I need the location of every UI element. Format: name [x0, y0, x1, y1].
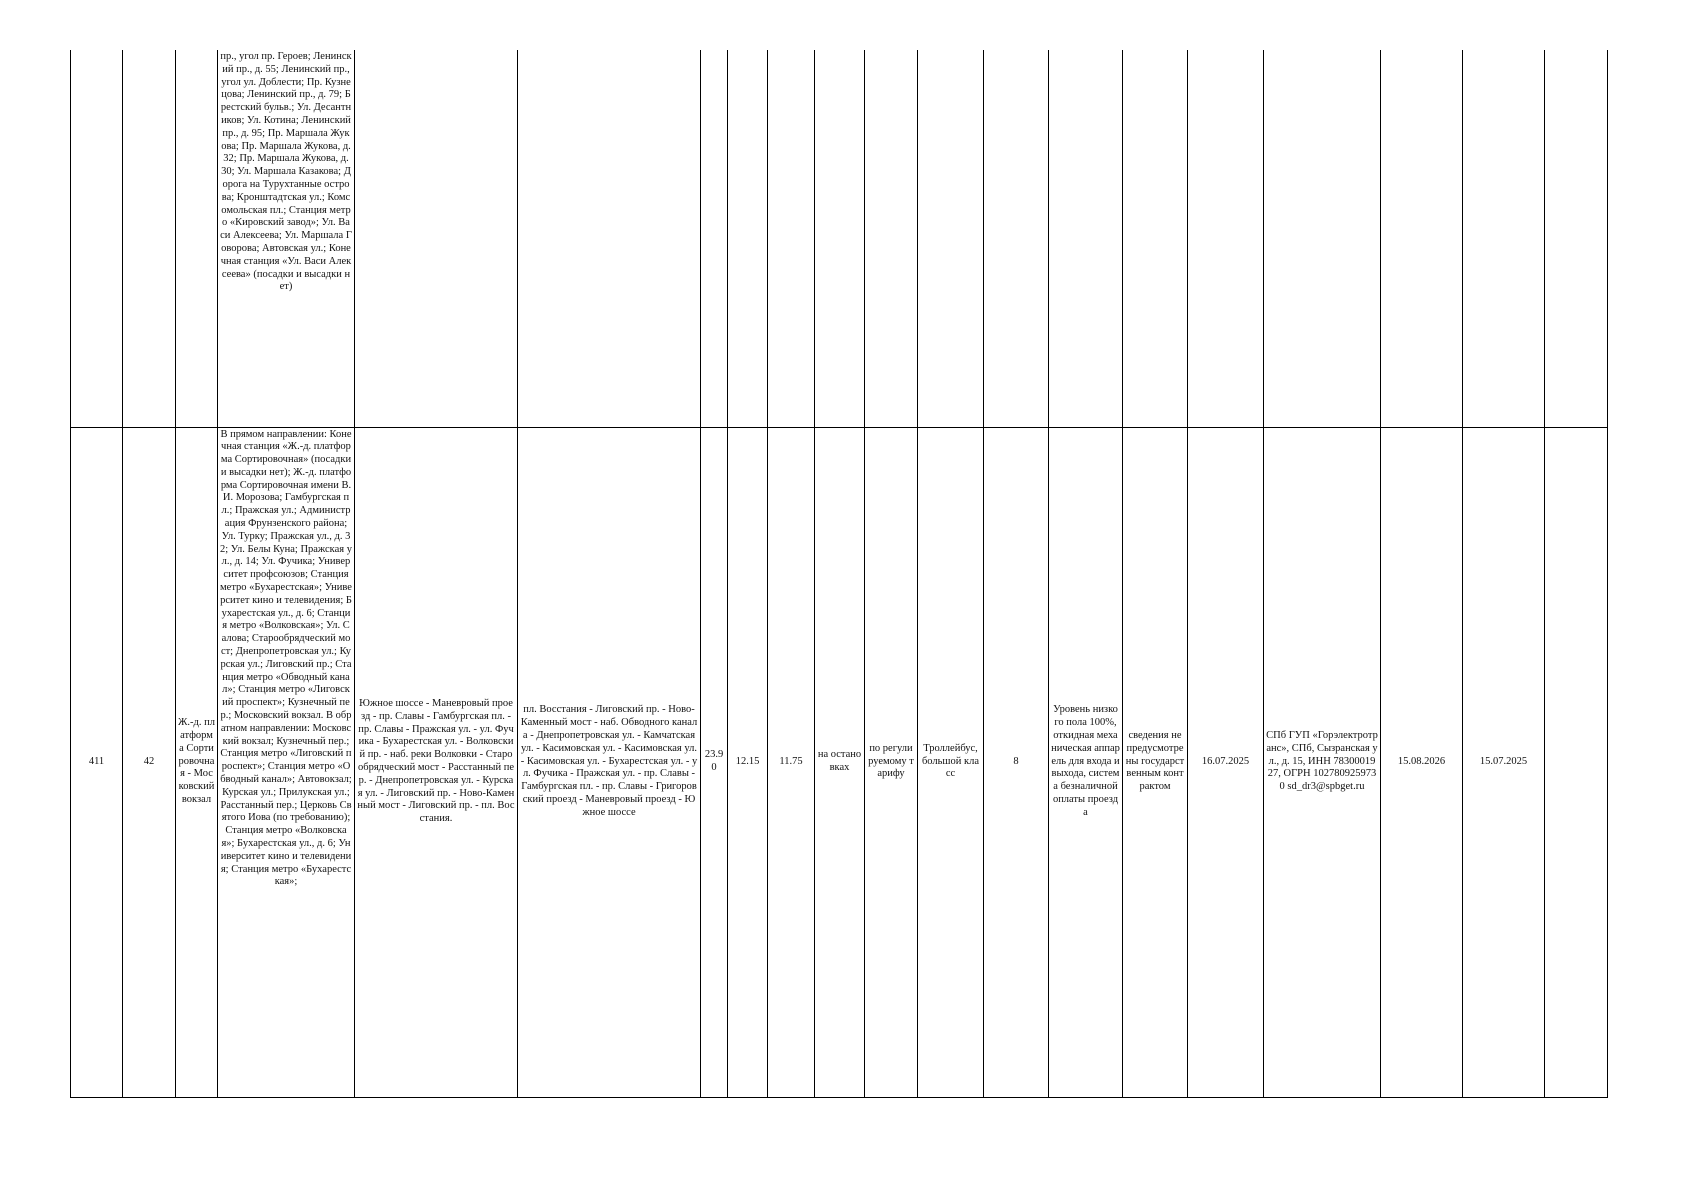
- cell-empty: [701, 50, 728, 427]
- cell-empty: [1188, 50, 1264, 427]
- streets-forward-cell: Южное шоссе - Маневровый проезд - пр. Славы - Гамбургская пл. - пр. Славы - Пражская ул. - ул. Фучика - Бухарестская ул. - Волковский пр. - наб. реки Волковки - Старообрядческий мост - Расстанный пер. - Днепропетровская ул. - Курская ул. - Лиговский пр. - Ново-Каменный мост - Лиговский пр. - пл. Восстания.: [355, 427, 518, 1097]
- cell-empty: [1049, 50, 1123, 427]
- stops-cell-continued: пр., угол пр. Героев; Ленинский пр., д. 55; Ленинский пр., угол ул. Доблести; Пр. Кузнецова; Ленинский пр., д. 79; Брестский бульв.; Ул. Десантников; Ул. Котина; Ленинский пр., д. 95; Пр. Маршала Жукова; Пр. Маршала Жукова, д. 32; Пр. Маршала Жукова, д. 30; Ул. Маршала Казакова; Дорога на Турухтанные острова; Кронштадтская ул.; Комсомольская пл.; Станция метро «Кировский завод»; Ул. Васи Алексеева; Ул. Маршала Говорова; Автовская ул.; Конечная станция «Ул. Васи Алексеева» (посадки и высадки нет): [218, 50, 355, 427]
- cell-empty: [815, 50, 865, 427]
- length-forward-cell: 23.90: [701, 427, 728, 1097]
- continued-row: [71, 50, 1608, 427]
- cell-empty: [123, 50, 176, 427]
- vehicle-count-cell: 8: [984, 427, 1049, 1097]
- cell-empty: [1463, 50, 1545, 427]
- cell-empty: [1545, 50, 1608, 427]
- stops-cell: [218, 427, 355, 1097]
- route-name-cell: Ж.-д. платформа Сортировочная - Московский вокзал: [176, 427, 218, 1097]
- cell-empty: [176, 50, 218, 427]
- carrier-cell: СПб ГУП «Горэлектротранс», СПб, Сызранская ул., д. 15, ИНН 7830001927, ОГРН 1027809259730 sd_dr3@spbget.ru: [1264, 427, 1381, 1097]
- cell-empty: [518, 50, 701, 427]
- tariff-cell: по регулируемому тарифу: [865, 427, 918, 1097]
- route-number-cell: 42: [123, 427, 176, 1097]
- extra-cell: [1545, 427, 1608, 1097]
- date-other-cell: 15.07.2025: [1463, 427, 1545, 1097]
- cell-empty: [1264, 50, 1381, 427]
- cell-empty: [865, 50, 918, 427]
- cell-empty: [918, 50, 984, 427]
- vehicle-type-cell: Троллейбус, большой класс: [918, 427, 984, 1097]
- cell-empty: [71, 50, 123, 427]
- contract-info-cell: сведения не предусмотрены государственным контрактом: [1123, 427, 1188, 1097]
- cell-empty: [768, 50, 815, 427]
- length-backward-cell: 12.15: [728, 427, 768, 1097]
- routes-register-table: [70, 50, 1608, 1098]
- vehicle-features-cell: Уровень низкого пола 100%, откидная механическая аппарель для входа и выхода, система безналичной оплаты проезда: [1049, 427, 1123, 1097]
- cell-empty: [1381, 50, 1463, 427]
- start-date-cell: 16.07.2025: [1188, 427, 1264, 1097]
- cell-empty: [728, 50, 768, 427]
- cell-empty: [1123, 50, 1188, 427]
- reg-number-cell: 411: [71, 427, 123, 1097]
- cell-empty: [355, 50, 518, 427]
- stops-text: В прямом направлении: Конечная станция «Ж.-д. платформа Сортировочная» (посадки и высадки нет); Ж.-д. платформа Сортировочная имени В.И. Морозова; Гамбургская пл.; Пражская ул.; Администрация Фрунзенского района; Ул. Турку; Пражская ул., д. 32; Ул. Белы Куна; Пражская ул., д. 14; Ул. Фучика; Университет профсоюзов; Станция метро «Бухарестская»; Университет кино и телевидения; Бухарестская ул., д. 6; Станция метро «Волковская»; Ул. Салова; Старообрядческий мост; Днепропетровская ул.; Курская ул.; Лиговский пр.; Станция метро «Обводный канал»; Станция метро «Лиговский проспект»; Кузнечный пер.; Московский вокзал. В обратном направлении: Московский вокзал; Кузнечный пер.; Станция метро «Лиговский проспект»; Станция метро «Обводный канал»; Автовокзал; Курская ул.; Прилукская ул.; Расстанный пер.; Церковь Святого Иова (по требованию); Станция метро «Волковская»; Бухарестская ул., д. 6; Университет кино и телевидения; Станция метро «Бухарестская»;: [220, 428, 352, 888]
- route-row: [71, 427, 1608, 1097]
- end-date-cell: 15.08.2026: [1381, 427, 1463, 1097]
- length-other-cell: 11.75: [768, 427, 815, 1097]
- boarding-order-cell: на остановках: [815, 427, 865, 1097]
- streets-backward-cell: пл. Восстания - Лиговский пр. - Ново-Каменный мост - наб. Обводного канала - Днепропетровская ул. - Камчатская ул. - Касимовская ул. - Касимовская ул. - Касимовская ул. - Бухарестская ул. - ул. Фучика - Пражская ул. - пр. Славы - Гамбургская пл. - пр. Славы - Григоровский проезд - Маневровый проезд - Южное шоссе: [518, 427, 701, 1097]
- cell-empty: [984, 50, 1049, 427]
